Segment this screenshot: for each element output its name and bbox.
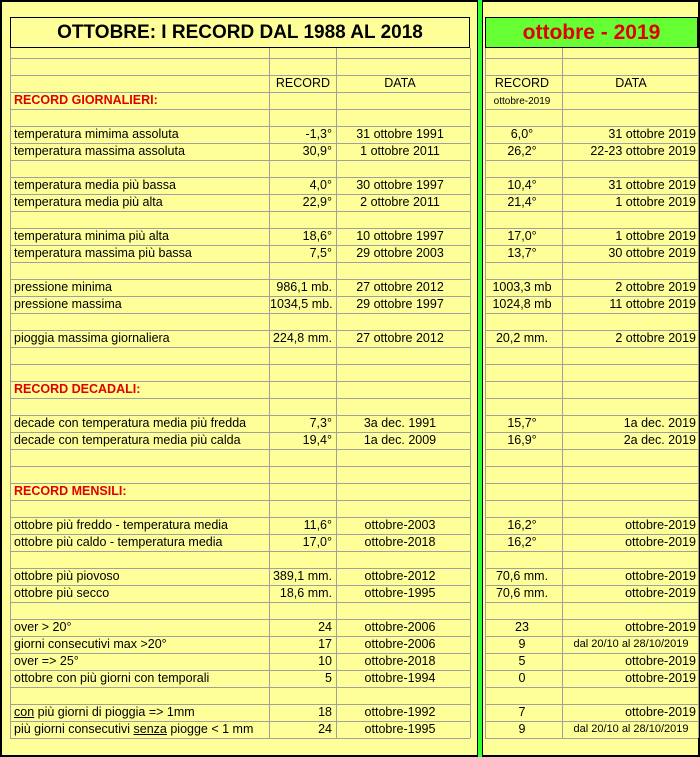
row-label: temperatura massima assoluta xyxy=(14,144,185,158)
row-label: ottobre più caldo - temperatura media xyxy=(14,535,223,549)
grid-hline xyxy=(485,483,698,484)
header-data: DATA xyxy=(384,76,416,90)
grid-hline xyxy=(10,347,470,348)
grid-hline xyxy=(485,500,698,501)
record-value-2019: 20,2 mm. xyxy=(495,331,549,345)
grid-hline xyxy=(10,398,470,399)
record-date: 27 ottobre 2012 xyxy=(356,280,444,294)
grid-hline xyxy=(10,364,470,365)
header-record-2019: RECORD xyxy=(494,76,550,90)
record-value: 18 xyxy=(318,705,332,719)
record-value-2019: 9 xyxy=(518,637,526,651)
record-date-2019: 2 ottobre 2019 xyxy=(615,280,696,294)
grid-hline xyxy=(10,58,470,59)
record-value-2019: 1024,8 mb xyxy=(492,297,552,311)
record-date-2019: ottobre-2019 xyxy=(625,620,696,634)
record-value: 7,5° xyxy=(309,246,332,260)
record-date: ottobre-1995 xyxy=(364,722,436,736)
record-value-2019: 26,2° xyxy=(507,144,537,158)
page-title: OTTOBRE: I RECORD DAL 1988 AL 2018 xyxy=(10,17,470,48)
record-value-2019: 70,6 mm. xyxy=(495,569,549,583)
record-value: 18,6° xyxy=(302,229,332,243)
grid-hline xyxy=(10,602,470,603)
row-label: ottobre con più giorni con temporali xyxy=(14,671,210,685)
record-value-2019: 5 xyxy=(518,654,526,668)
record-date-2019: 31 ottobre 2019 xyxy=(608,127,696,141)
row-label: ottobre più piovoso xyxy=(14,569,120,583)
record-date: 29 ottobre 2003 xyxy=(356,246,444,260)
header-record: RECORD xyxy=(275,76,331,90)
record-date: 3a dec. 1991 xyxy=(363,416,437,430)
record-date: ottobre-2003 xyxy=(364,518,436,532)
row-label: decade con temperatura media più calda xyxy=(14,433,241,447)
grid-hline xyxy=(10,466,470,467)
record-value: 24 xyxy=(318,620,332,634)
record-value-2019: 6,0° xyxy=(510,127,534,141)
grid-hline xyxy=(10,313,470,314)
section-giornalieri: RECORD GIORNALIERI: xyxy=(14,93,158,107)
grid-vline xyxy=(698,48,699,738)
sub-header-2019: ottobre-2019 xyxy=(493,96,551,107)
record-value-2019: 16,9° xyxy=(507,433,537,447)
record-value-2019: 23 xyxy=(515,620,529,634)
row-label: temperatura media più bassa xyxy=(14,178,176,192)
row-label: over > 20° xyxy=(14,620,72,634)
record-date: ottobre-1992 xyxy=(364,705,436,719)
record-value: 5 xyxy=(325,671,332,685)
grid-hline xyxy=(485,364,698,365)
record-date-2019: 11 ottobre 2019 xyxy=(609,297,696,311)
record-value-2019: 15,7° xyxy=(507,416,537,430)
record-date-2019: 1a dec. 2019 xyxy=(623,416,696,430)
record-value-2019: 7 xyxy=(518,705,526,719)
record-value: 1034,5 mb. xyxy=(270,297,333,311)
row-label: più giorni consecutivi senza piogge < 1 mm xyxy=(14,722,254,736)
grid-hline xyxy=(485,398,698,399)
current-month-title: ottobre - 2019 xyxy=(485,17,698,48)
header-data-2019: DATA xyxy=(615,76,647,90)
record-value: 22,9° xyxy=(302,195,332,209)
record-date-2019: ottobre-2019 xyxy=(625,671,696,685)
record-date: ottobre-2006 xyxy=(364,637,436,651)
record-date: 10 ottobre 1997 xyxy=(356,229,444,243)
row-label: ottobre più freddo - temperatura media xyxy=(14,518,229,532)
grid-hline xyxy=(485,211,698,212)
record-value-2019: 13,7° xyxy=(507,246,537,260)
record-date: ottobre-1995 xyxy=(364,586,436,600)
record-date-2019: 31 ottobre 2019 xyxy=(608,178,696,192)
record-date-2019: dal 20/10 al 28/10/2019 xyxy=(573,723,689,735)
grid-hline xyxy=(485,160,698,161)
grid-hline xyxy=(485,602,698,603)
grid-vline xyxy=(562,48,563,738)
record-date: 1 ottobre 2011 xyxy=(360,144,440,158)
record-date: 30 ottobre 1997 xyxy=(356,178,444,192)
record-date: ottobre-2018 xyxy=(364,535,436,549)
record-value-2019: 17,0° xyxy=(507,229,537,243)
record-date: ottobre-2006 xyxy=(364,620,436,634)
grid-hline xyxy=(10,738,470,739)
record-value-2019: 10,4° xyxy=(507,178,537,192)
section-decadali: RECORD DECADALI: xyxy=(14,382,141,396)
record-date-2019: dal 20/10 al 28/10/2019 xyxy=(573,638,689,650)
record-date: ottobre-2012 xyxy=(364,569,436,583)
record-value-2019: 21,4° xyxy=(507,195,537,209)
grid-vline xyxy=(336,48,337,738)
grid-hline xyxy=(485,381,698,382)
record-date-2019: ottobre-2019 xyxy=(625,569,696,583)
record-date: 31 ottobre 1991 xyxy=(356,127,444,141)
record-value: 17,0° xyxy=(302,535,332,549)
row-label: pressione massima xyxy=(14,297,122,311)
record-value-2019: 1003,3 mb xyxy=(492,280,552,294)
grid-hline xyxy=(485,551,698,552)
row-label: temperatura massima più bassa xyxy=(14,246,192,260)
record-value: -1,3° xyxy=(305,127,332,141)
grid-hline xyxy=(485,449,698,450)
record-date-2019: 22-23 ottobre 2019 xyxy=(590,144,696,158)
grid-hline xyxy=(485,738,698,739)
grid-hline xyxy=(10,160,470,161)
grid-hline xyxy=(10,262,470,263)
record-value-2019: 0 xyxy=(518,671,526,685)
grid-hline xyxy=(10,211,470,212)
record-value: 986,1 mb. xyxy=(276,280,332,294)
grid-hline xyxy=(485,58,698,59)
record-date-2019: ottobre-2019 xyxy=(625,535,696,549)
grid-hline xyxy=(485,347,698,348)
grid-hline xyxy=(10,551,470,552)
record-value: 18,6 mm. xyxy=(279,586,332,600)
record-value-2019: 16,2° xyxy=(507,518,537,532)
grid-vline xyxy=(10,48,11,738)
record-date-2019: ottobre-2019 xyxy=(625,654,696,668)
record-date: 29 ottobre 1997 xyxy=(356,297,444,311)
record-value: 224,8 mm. xyxy=(272,331,332,345)
record-date: ottobre-1994 xyxy=(364,671,436,685)
section-mensili: RECORD MENSILI: xyxy=(14,484,127,498)
grid-hline xyxy=(485,262,698,263)
record-value: 11,6° xyxy=(303,518,332,532)
record-value: 10 xyxy=(318,654,332,668)
row-label: temperatura mimima assoluta xyxy=(14,127,179,141)
column-separator xyxy=(477,0,483,757)
row-label: pressione minima xyxy=(14,280,112,294)
record-value: 17 xyxy=(318,637,332,651)
record-date-2019: 1 ottobre 2019 xyxy=(615,195,696,209)
record-date-2019: 1 ottobre 2019 xyxy=(615,229,696,243)
record-value: 389,1 mm. xyxy=(272,569,332,583)
grid-hline xyxy=(485,466,698,467)
row-label: giorni consecutivi max >20° xyxy=(14,637,167,651)
record-value: 24 xyxy=(318,722,332,736)
row-label: con più giorni di pioggia => 1mm xyxy=(14,705,195,719)
record-date: ottobre-2018 xyxy=(364,654,436,668)
row-label: temperatura media più alta xyxy=(14,195,163,209)
grid-hline xyxy=(10,500,470,501)
grid-vline xyxy=(470,48,471,738)
record-value: 4,0° xyxy=(309,178,332,192)
row-label: decade con temperatura media più fredda xyxy=(14,416,247,430)
row-label: over => 25° xyxy=(14,654,79,668)
record-value-2019: 16,2° xyxy=(507,535,537,549)
record-date: 2 ottobre 2011 xyxy=(360,195,440,209)
row-label: pioggia massima giornaliera xyxy=(14,331,170,345)
grid-hline xyxy=(10,687,470,688)
grid-hline xyxy=(10,449,470,450)
record-date: 27 ottobre 2012 xyxy=(356,331,444,345)
record-value: 19,4° xyxy=(302,433,332,447)
record-date-2019: 2 ottobre 2019 xyxy=(615,331,696,345)
record-date-2019: ottobre-2019 xyxy=(625,705,696,719)
record-date-2019: 30 ottobre 2019 xyxy=(608,246,696,260)
record-value-2019: 70,6 mm. xyxy=(495,586,549,600)
record-date-2019: ottobre-2019 xyxy=(625,586,696,600)
record-date-2019: ottobre-2019 xyxy=(625,518,696,532)
record-value: 30,9° xyxy=(302,144,332,158)
record-value: 7,3° xyxy=(309,416,332,430)
record-date: 1a dec. 2009 xyxy=(363,433,437,447)
grid-hline xyxy=(485,687,698,688)
row-label: ottobre più secco xyxy=(14,586,110,600)
grid-hline xyxy=(485,313,698,314)
record-value-2019: 9 xyxy=(518,722,526,736)
grid-hline xyxy=(10,109,470,110)
record-date-2019: 2a dec. 2019 xyxy=(623,433,696,447)
row-label: temperatura minima più alta xyxy=(14,229,169,243)
